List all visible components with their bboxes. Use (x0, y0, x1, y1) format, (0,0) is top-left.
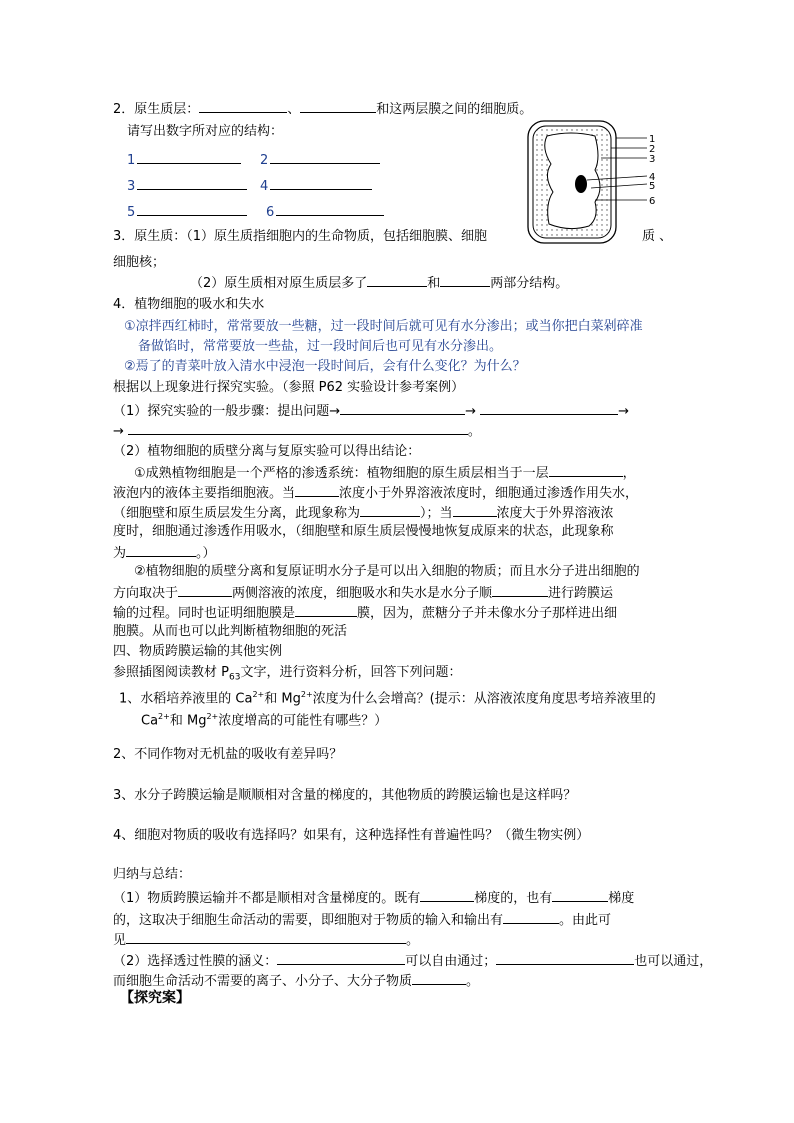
observation-1-cont: 备做馅时，常常要放一些盐，过一段时间后也可见有水分渗出。 (138, 339, 503, 354)
summary-line: （1）物质跨膜运输并不都是顺相对含量梯度的。既有 梯度的，也有 梯度 (113, 888, 634, 907)
section-5-intro: 参照插图阅读教材 $P_{63}$文字，进行资料分析，回答下列问题： (113, 665, 462, 683)
section-tag: 【探究案】 (120, 990, 190, 1006)
blank-field[interactable] (128, 421, 468, 435)
diagram-label: 6 (649, 196, 656, 207)
blank-field[interactable] (412, 971, 466, 985)
question-4: 4、细胞对物质的吸收有选择吗？如果有，这种选择性有普遍性吗？（微生物实例） (113, 828, 590, 843)
structure-item: 4 (260, 176, 372, 195)
blank-field[interactable] (270, 176, 372, 190)
blank-field[interactable] (295, 483, 339, 497)
section-4-title: 4．植物细胞的吸水和失水 (113, 297, 265, 312)
blank-field[interactable] (360, 503, 420, 517)
blank-field[interactable] (367, 273, 427, 287)
conclusion-line: （细胞壁和原生质层发生分离，此现象称为 ）；当 浓度大于外界溶液浓 (113, 503, 614, 522)
conclusion-line: 液泡内的液体主要指细胞液。当 浓度小于外界溶液浓度时，细胞通过渗透作用失水， (113, 483, 638, 502)
structure-item: 6 (266, 202, 384, 221)
blank-field[interactable] (480, 401, 618, 415)
diagram-label: 4 (649, 172, 656, 183)
blank-field[interactable] (126, 930, 406, 944)
question-1: 1、水稻培养液里的 $Ca^{2+}$和 $Mg^{2+}$浓度为什么会增高？(提示：从溶液浓度角度思考培养液里的 (119, 690, 656, 707)
experiment-steps-cont: → 。 (113, 421, 481, 440)
blank-field[interactable] (496, 951, 634, 965)
question-3: 3、水分子跨膜运输是顺顺相对含量的梯度的，其他物质的跨膜运输也是这样吗？ (113, 788, 577, 803)
diagram-label: 1 (649, 134, 656, 145)
blank-field[interactable] (295, 603, 357, 617)
diagram-label: 2 (649, 144, 656, 155)
diagram-label: 3 (649, 154, 656, 165)
blank-field[interactable] (137, 150, 241, 164)
section-3-line1: 3．原生质：（1）原生质指细胞内的生命物质，包括细胞膜、细胞 (113, 229, 488, 244)
conclusion-line: ②植物细胞的质壁分离和复原证明水分子是可以出入细胞的物质；而且水分子进出细胞的 (134, 564, 640, 579)
blank-field[interactable] (137, 176, 247, 190)
vacuole (545, 133, 600, 229)
conclusion-line: 度时，细胞通过渗透作用吸水，（细胞壁和原生质层慢慢地恢复成原来的状态，此现象称 (113, 524, 614, 539)
conclusion-line: 方向取决于 两侧溶液的浓度，细胞吸水和失水是水分子顺 进行跨膜运 (113, 583, 613, 602)
structure-item: 5 (127, 202, 247, 221)
blank-field[interactable] (453, 503, 497, 517)
blank-field[interactable] (503, 910, 559, 924)
section-3-line3: （2）原生质相对原生质层多了 和 两部分结构。 (190, 273, 568, 292)
blank-field[interactable] (549, 463, 623, 477)
conclusion-title: （2）植物细胞的质壁分离与复原实验可以得出结论： (113, 444, 421, 459)
section-2-heading: 2．原生质层： 、 和这两层膜之间的细胞质。 (113, 99, 532, 118)
question-1-cont: $Ca^{2+}$和 $Mg^{2+}$浓度增高的可能性有哪些？） (141, 712, 388, 729)
blank-field[interactable] (270, 150, 380, 164)
blank-field[interactable] (178, 583, 232, 597)
diagram-label: 5 (649, 181, 656, 192)
nucleus (575, 175, 587, 193)
conclusion-line: 为 。） (113, 543, 216, 562)
blank-field[interactable] (440, 273, 490, 287)
blank-field[interactable] (277, 951, 405, 965)
section-5-title: 四、物质跨膜运输的其他实例 (113, 644, 283, 659)
blank-field[interactable] (126, 543, 196, 557)
observation-1: ①凉拌西红柿时，常常要放一些糖，过一段时间后就可见有水分渗出；或当你把白菜剁碎准 (124, 319, 643, 334)
blank-field[interactable] (300, 99, 376, 113)
observation-2: ②焉了的青菜叶放入清水中浸泡一段时间后，会有什么变化？为什么？ (124, 359, 526, 374)
blank-field[interactable] (137, 202, 247, 216)
experiment-intro: 根据以上现象进行探究实验。（参照 P62 实验设计参考案例） (113, 380, 465, 395)
section-3-line2: 细胞核； (113, 255, 166, 270)
summary-line: 的，这取决于细胞生命活动的需要，即细胞对于物质的输入和输出有 。由此可 (113, 910, 611, 929)
blank-field[interactable] (199, 99, 287, 113)
structure-item: 2 (260, 150, 380, 169)
summary-line: 而细胞生命活动不需要的离子、小分子、大分子物质 。 (113, 971, 479, 990)
experiment-steps: （1）探究实验的一般步骤：提出问题→ → → (113, 401, 629, 420)
section-3-line1-end: 质 、 (642, 229, 673, 244)
summary-line: 见 。 (113, 930, 419, 949)
structure-item: 3 (127, 176, 247, 195)
blank-field[interactable] (492, 583, 548, 597)
conclusion-line: 输的过程。同时也证明细胞膜是 膜，因为，蔗糖分子并未像水分子那样进出细 (113, 603, 617, 622)
summary-line: （2）选择透过性膜的涵义： 可以自由通过； 也可以通过， (113, 951, 712, 970)
structure-item: 1 (127, 150, 241, 169)
section-2-prompt: 请写出数字所对应的结构： (127, 124, 284, 139)
question-2: 2、不同作物对无机盐的吸收有差异吗？ (113, 747, 343, 762)
blank-field[interactable] (552, 888, 608, 902)
conclusion-line: ①成熟植物细胞是一个严格的渗透系统：植物细胞的原生质层相当于一层 ， (134, 463, 636, 482)
blank-field[interactable] (340, 401, 465, 415)
summary-title: 归纳与总结： (113, 867, 192, 882)
conclusion-line: 胞膜。从而也可以此判断植物细胞的死活 (113, 624, 348, 639)
blank-field[interactable] (420, 888, 474, 902)
blank-field[interactable] (276, 202, 384, 216)
